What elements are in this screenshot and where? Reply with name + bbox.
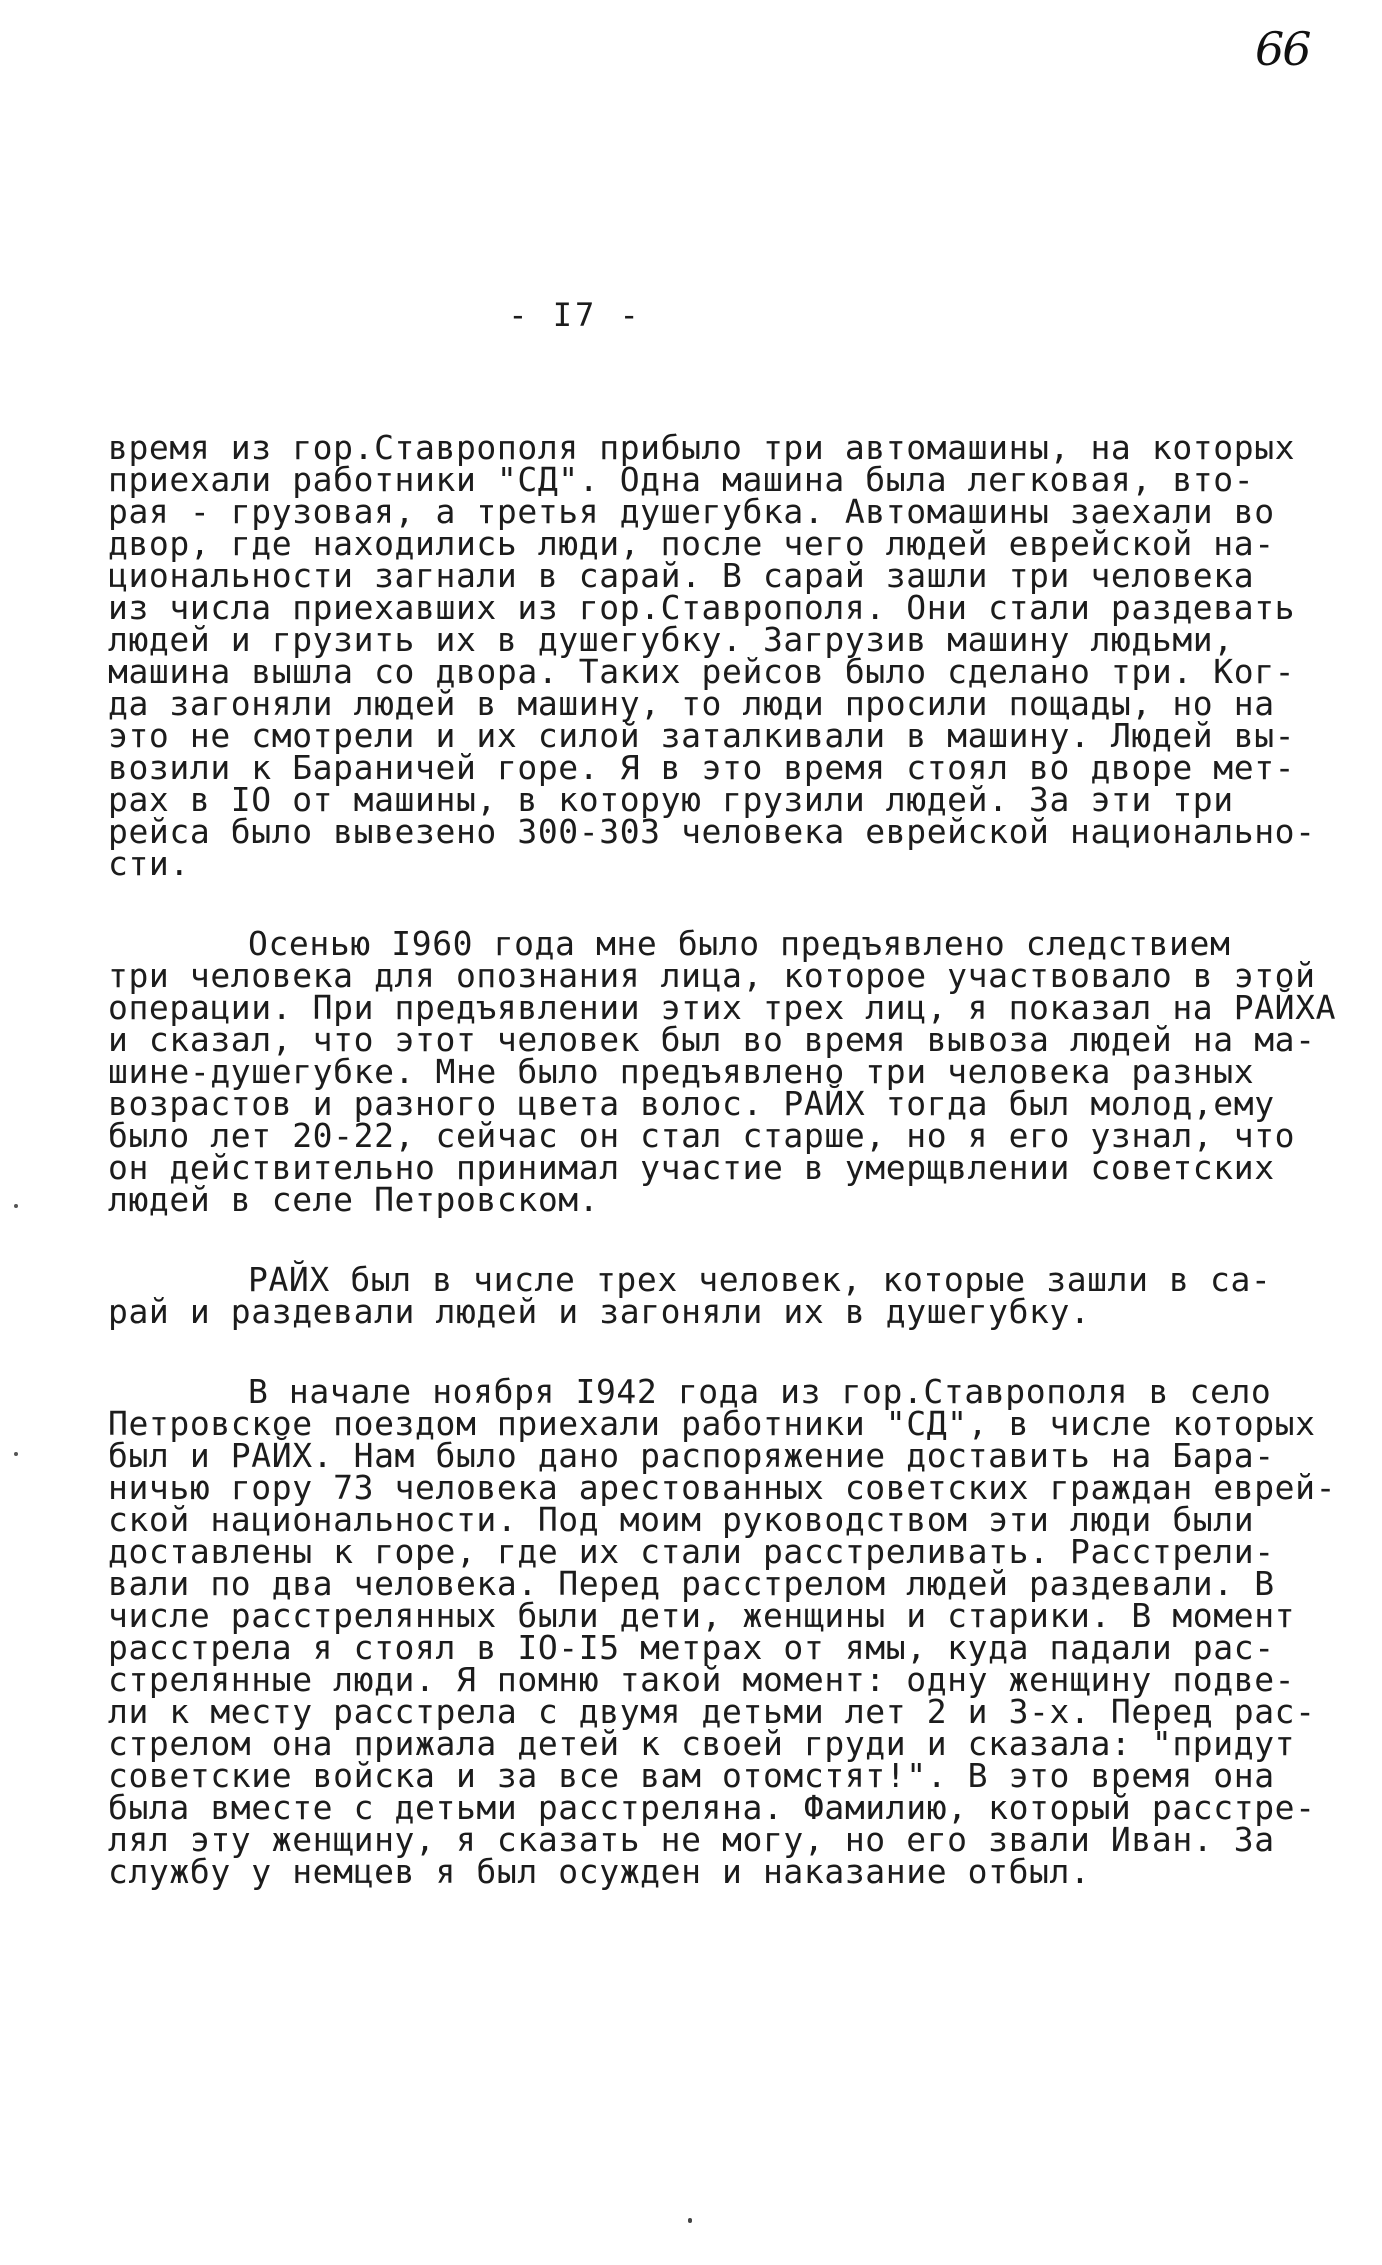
text-line: рейса было вывезено 300-303 человека еврейской национально- bbox=[108, 812, 1316, 851]
text-line: возрастов и разного цвета волос. РАЙХ тогда был молод,ему bbox=[108, 1084, 1275, 1123]
paper-speck bbox=[688, 2218, 692, 2223]
text-line: числе расстрелянных были дети, женщины и старики. В момент bbox=[108, 1596, 1296, 1635]
archive-page-number: 66 bbox=[1255, 22, 1310, 76]
text-line: шине-душегубке. Мне было предъявлено три человека разных bbox=[108, 1052, 1255, 1091]
text-line: он действительно принимал участие в умерщвлении советских bbox=[108, 1148, 1275, 1187]
text-line: время из гор.Ставрополя прибыло три автомашины, на которых bbox=[108, 428, 1296, 467]
text-line: стрелом она прижала детей к своей груди и сказала: "придут bbox=[108, 1724, 1296, 1763]
text-line: людей в селе Петровском. bbox=[108, 1180, 600, 1219]
text-line: это не смотрели и их силой заталкивали в машину. Людей вы- bbox=[108, 716, 1296, 755]
text-line: три человека для опознания лица, которое участвовало в этой bbox=[108, 956, 1316, 995]
text-line: циональности загнали в сарай. В сарай зашли три человека bbox=[108, 556, 1255, 595]
text-line: ничью гору 73 человека арестованных советских граждан еврей- bbox=[108, 1468, 1337, 1507]
text-line: да загоняли людей в машину, то люди просили пощады, но на bbox=[108, 684, 1275, 723]
text-line: сти. bbox=[108, 844, 190, 883]
text-line: машина вышла со двора. Таких рейсов было сделано три. Ког- bbox=[108, 652, 1296, 691]
text-line: ской национальности. Под моим руководством эти люди были bbox=[108, 1500, 1255, 1539]
paragraph bbox=[108, 924, 1358, 1219]
text-line: операции. При предъявлении этих трех лиц, я показал на РАЙХА bbox=[108, 988, 1337, 1027]
text-line: доставлены к горе, где их стали расстреливать. Расстрели- bbox=[108, 1532, 1275, 1571]
margin-mark bbox=[14, 1452, 18, 1456]
text-line: службу у немцев я был осужден и наказание отбыл. bbox=[108, 1852, 1091, 1891]
margin-mark bbox=[14, 1204, 18, 1208]
typed-page-number: - I7 - bbox=[508, 296, 642, 334]
text-line: приехали работники "СД". Одна машина была легковая, вто- bbox=[108, 460, 1255, 499]
text-line: расстрела я стоял в IO-I5 метрах от ямы, куда падали рас- bbox=[108, 1628, 1275, 1667]
text-line: был и РАЙХ. Нам было дано распоряжение доставить на Бара- bbox=[108, 1436, 1275, 1475]
text-line: стрелянные люди. Я помню такой момент: одну женщину подве- bbox=[108, 1660, 1296, 1699]
paragraph bbox=[108, 1372, 1358, 1891]
text-line: РАЙХ был в числе трех человек, которые зашли в са- bbox=[248, 1260, 1272, 1299]
text-line: из числа приехавших из гор.Ставрополя. Они стали раздевать bbox=[108, 588, 1296, 627]
document-body bbox=[108, 428, 1358, 1936]
text-line: советские войска и за все вам отомстят!". В это время она bbox=[108, 1756, 1275, 1795]
text-line: рах в IO от машины, в которую грузили людей. За эти три bbox=[108, 780, 1234, 819]
text-line: людей и грузить их в душегубку. Загрузив машину людьми, bbox=[108, 620, 1234, 659]
text-line: Осенью I960 года мне было предъявлено следствием bbox=[248, 924, 1231, 963]
text-line: было лет 20-22, сейчас он стал старше, но я его узнал, что bbox=[108, 1116, 1296, 1155]
text-line: ли к месту расстрела с двумя детьми лет 2 и 3-х. Перед рас- bbox=[108, 1692, 1316, 1731]
text-line: В начале ноября I942 года из гор.Ставрополя в село bbox=[248, 1372, 1272, 1411]
paragraph bbox=[108, 428, 1358, 883]
text-line: Петровское поездом приехали работники "СД", в числе которых bbox=[108, 1404, 1316, 1443]
text-line: рая - грузовая, а третья душегубка. Автомашины заехали во bbox=[108, 492, 1275, 531]
text-line: вали по два человека. Перед расстрелом людей раздевали. В bbox=[108, 1564, 1275, 1603]
text-line: и сказал, что этот человек был во время вывоза людей на ма- bbox=[108, 1020, 1316, 1059]
text-line: рай и раздевали людей и загоняли их в душегубку. bbox=[108, 1292, 1091, 1331]
text-line: двор, где находились люди, после чего людей еврейской на- bbox=[108, 524, 1275, 563]
paragraph bbox=[108, 1260, 1358, 1331]
text-line: лял эту женщину, я сказать не могу, но его звали Иван. За bbox=[108, 1820, 1275, 1859]
text-line: была вместе с детьми расстреляна. Фамилию, который расстре- bbox=[108, 1788, 1316, 1827]
text-line: возили к Бараничей горе. Я в это время стоял во дворе мет- bbox=[108, 748, 1296, 787]
